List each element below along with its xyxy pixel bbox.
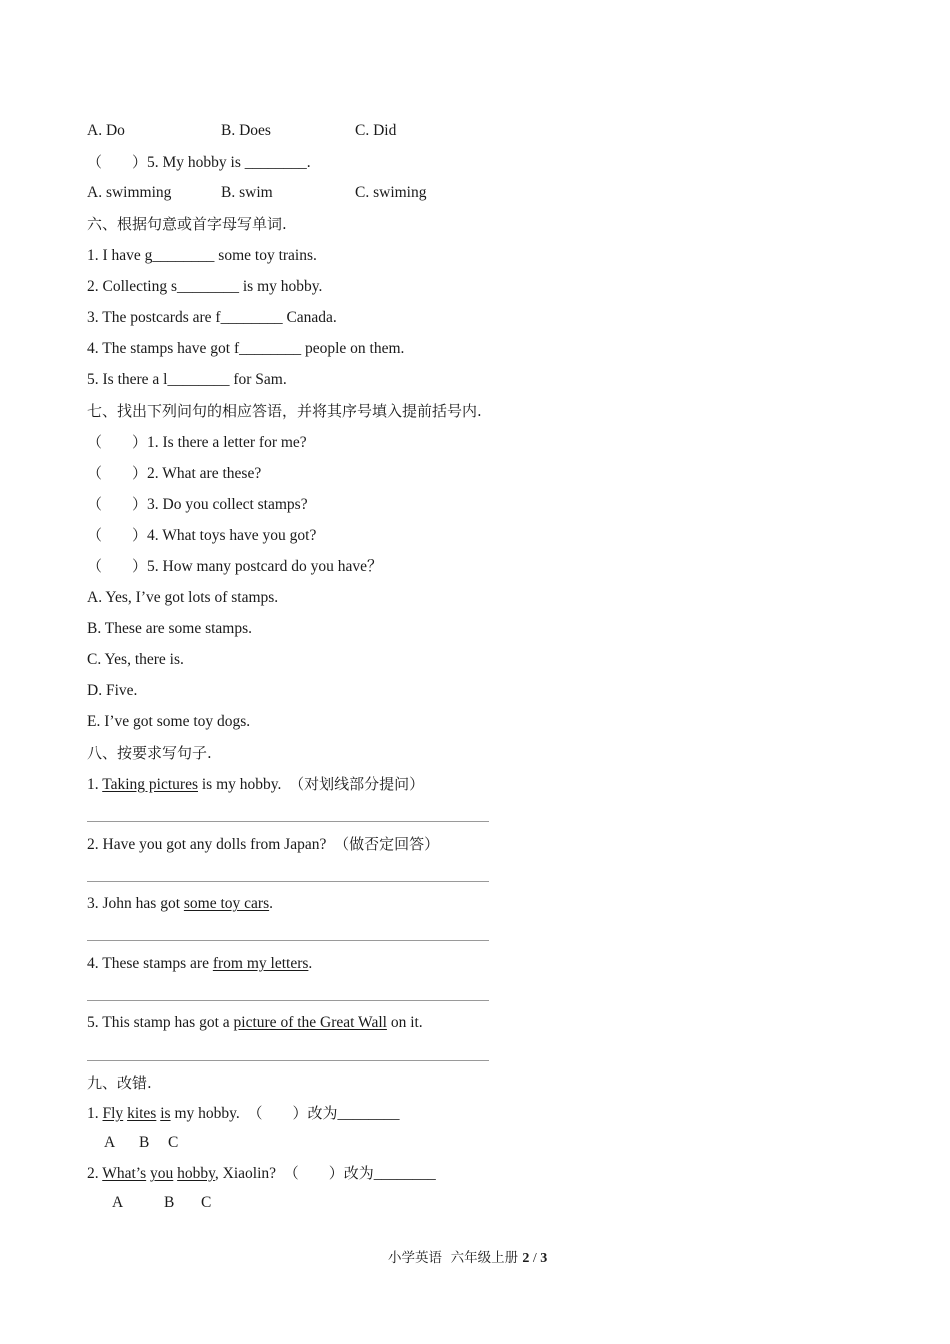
letter-b: B xyxy=(139,1134,150,1151)
answer-paren[interactable]: （ ） xyxy=(247,1104,308,1122)
page-number: 2 xyxy=(522,1251,530,1266)
answer-paren[interactable]: （ ） xyxy=(87,464,148,482)
section-7-heading: 七、找出下列问句的相应答语，并将其序号填入提前括号内. xyxy=(87,402,482,420)
match-question-1: （ ）1. Is there a letter for me? xyxy=(87,433,307,451)
rewrite-item-2: 2. Have you got any dolls from Japan? （做否定回答） xyxy=(87,835,440,853)
question-5: （ ）5. My hobby is ________. xyxy=(87,153,311,171)
fill-item-2: 2. Collecting s________ is my hobby. xyxy=(87,278,323,295)
letter-a: A xyxy=(104,1134,116,1151)
answer-line[interactable] xyxy=(87,1000,489,1001)
rewrite-item-3: 3. John has got some toy cars. xyxy=(87,895,273,912)
answer-paren[interactable]: （ ） xyxy=(87,557,148,575)
section-6-heading: 六、根据句意或首字母写单词. xyxy=(87,215,287,233)
correction-item-1: 1. Fly kites is my hobby. （ ）改为________ xyxy=(87,1104,400,1122)
section-9-heading: 九、改错. xyxy=(87,1074,152,1092)
option-b: B. Does xyxy=(221,122,271,139)
fill-item-5: 5. Is there a l________ for Sam. xyxy=(87,371,287,388)
answer-blank[interactable]: ________ xyxy=(373,1165,436,1182)
answer-blank[interactable]: ________ xyxy=(337,1105,400,1122)
letter-a: A xyxy=(112,1194,124,1211)
rewrite-item-4: 4. These stamps are from my letters. xyxy=(87,955,313,972)
answer-paren[interactable]: （ ） xyxy=(283,1164,344,1182)
answer-line[interactable] xyxy=(87,821,489,822)
match-question-2: （ ）2. What are these? xyxy=(87,464,262,482)
page-footer: 小学英语 六年级上册 2 / 3 xyxy=(388,1250,548,1266)
fill-item-4: 4. The stamps have got f________ people on them. xyxy=(87,340,405,357)
match-question-5: （ ）5. How many postcard do you have？ xyxy=(87,557,383,575)
answer-paren[interactable]: （ ） xyxy=(87,526,148,544)
option-a: A. Do xyxy=(87,122,125,139)
answer-paren[interactable]: （ ） xyxy=(87,433,148,451)
option-c: C. swiming xyxy=(355,184,427,201)
match-question-3: （ ）3. Do you collect stamps? xyxy=(87,495,308,513)
rewrite-item-1: 1. Taking pictures is my hobby. （对划线部分提问） xyxy=(87,775,425,793)
match-answer-e: E. I’ve got some toy dogs. xyxy=(87,713,251,730)
letter-c: C xyxy=(168,1134,179,1151)
fill-item-1: 1. I have g________ some toy trains. xyxy=(87,247,317,264)
answer-paren[interactable]: （ ） xyxy=(87,153,148,171)
answer-line[interactable] xyxy=(87,940,489,941)
answer-line[interactable] xyxy=(87,881,489,882)
match-answer-b: B. These are some stamps. xyxy=(87,620,253,637)
section-8-heading: 八、按要求写句子. xyxy=(87,744,212,762)
match-question-4: （ ）4. What toys have you got? xyxy=(87,526,317,544)
letter-c: C xyxy=(201,1194,212,1211)
option-a: A. swimming xyxy=(87,184,172,201)
fill-item-3: 3. The postcards are f________ Canada. xyxy=(87,309,337,326)
match-answer-a: A. Yes, I’ve got lots of stamps. xyxy=(87,589,279,606)
letter-b: B xyxy=(164,1194,175,1211)
answer-line[interactable] xyxy=(87,1060,489,1061)
footer-subject: 小学英语 六年级上册 xyxy=(388,1250,523,1266)
correction-item-2: 2. What’s you hobby, Xiaolin? （ ）改为________ xyxy=(87,1164,436,1182)
page-total: 3 xyxy=(540,1251,548,1266)
option-b: B. swim xyxy=(221,184,273,201)
match-answer-c: C. Yes, there is. xyxy=(87,651,184,668)
rewrite-item-5: 5. This stamp has got a picture of the Great Wall on it. xyxy=(87,1014,423,1031)
match-answer-d: D. Five. xyxy=(87,682,138,699)
answer-paren[interactable]: （ ） xyxy=(87,495,148,513)
option-c: C. Did xyxy=(355,122,397,139)
